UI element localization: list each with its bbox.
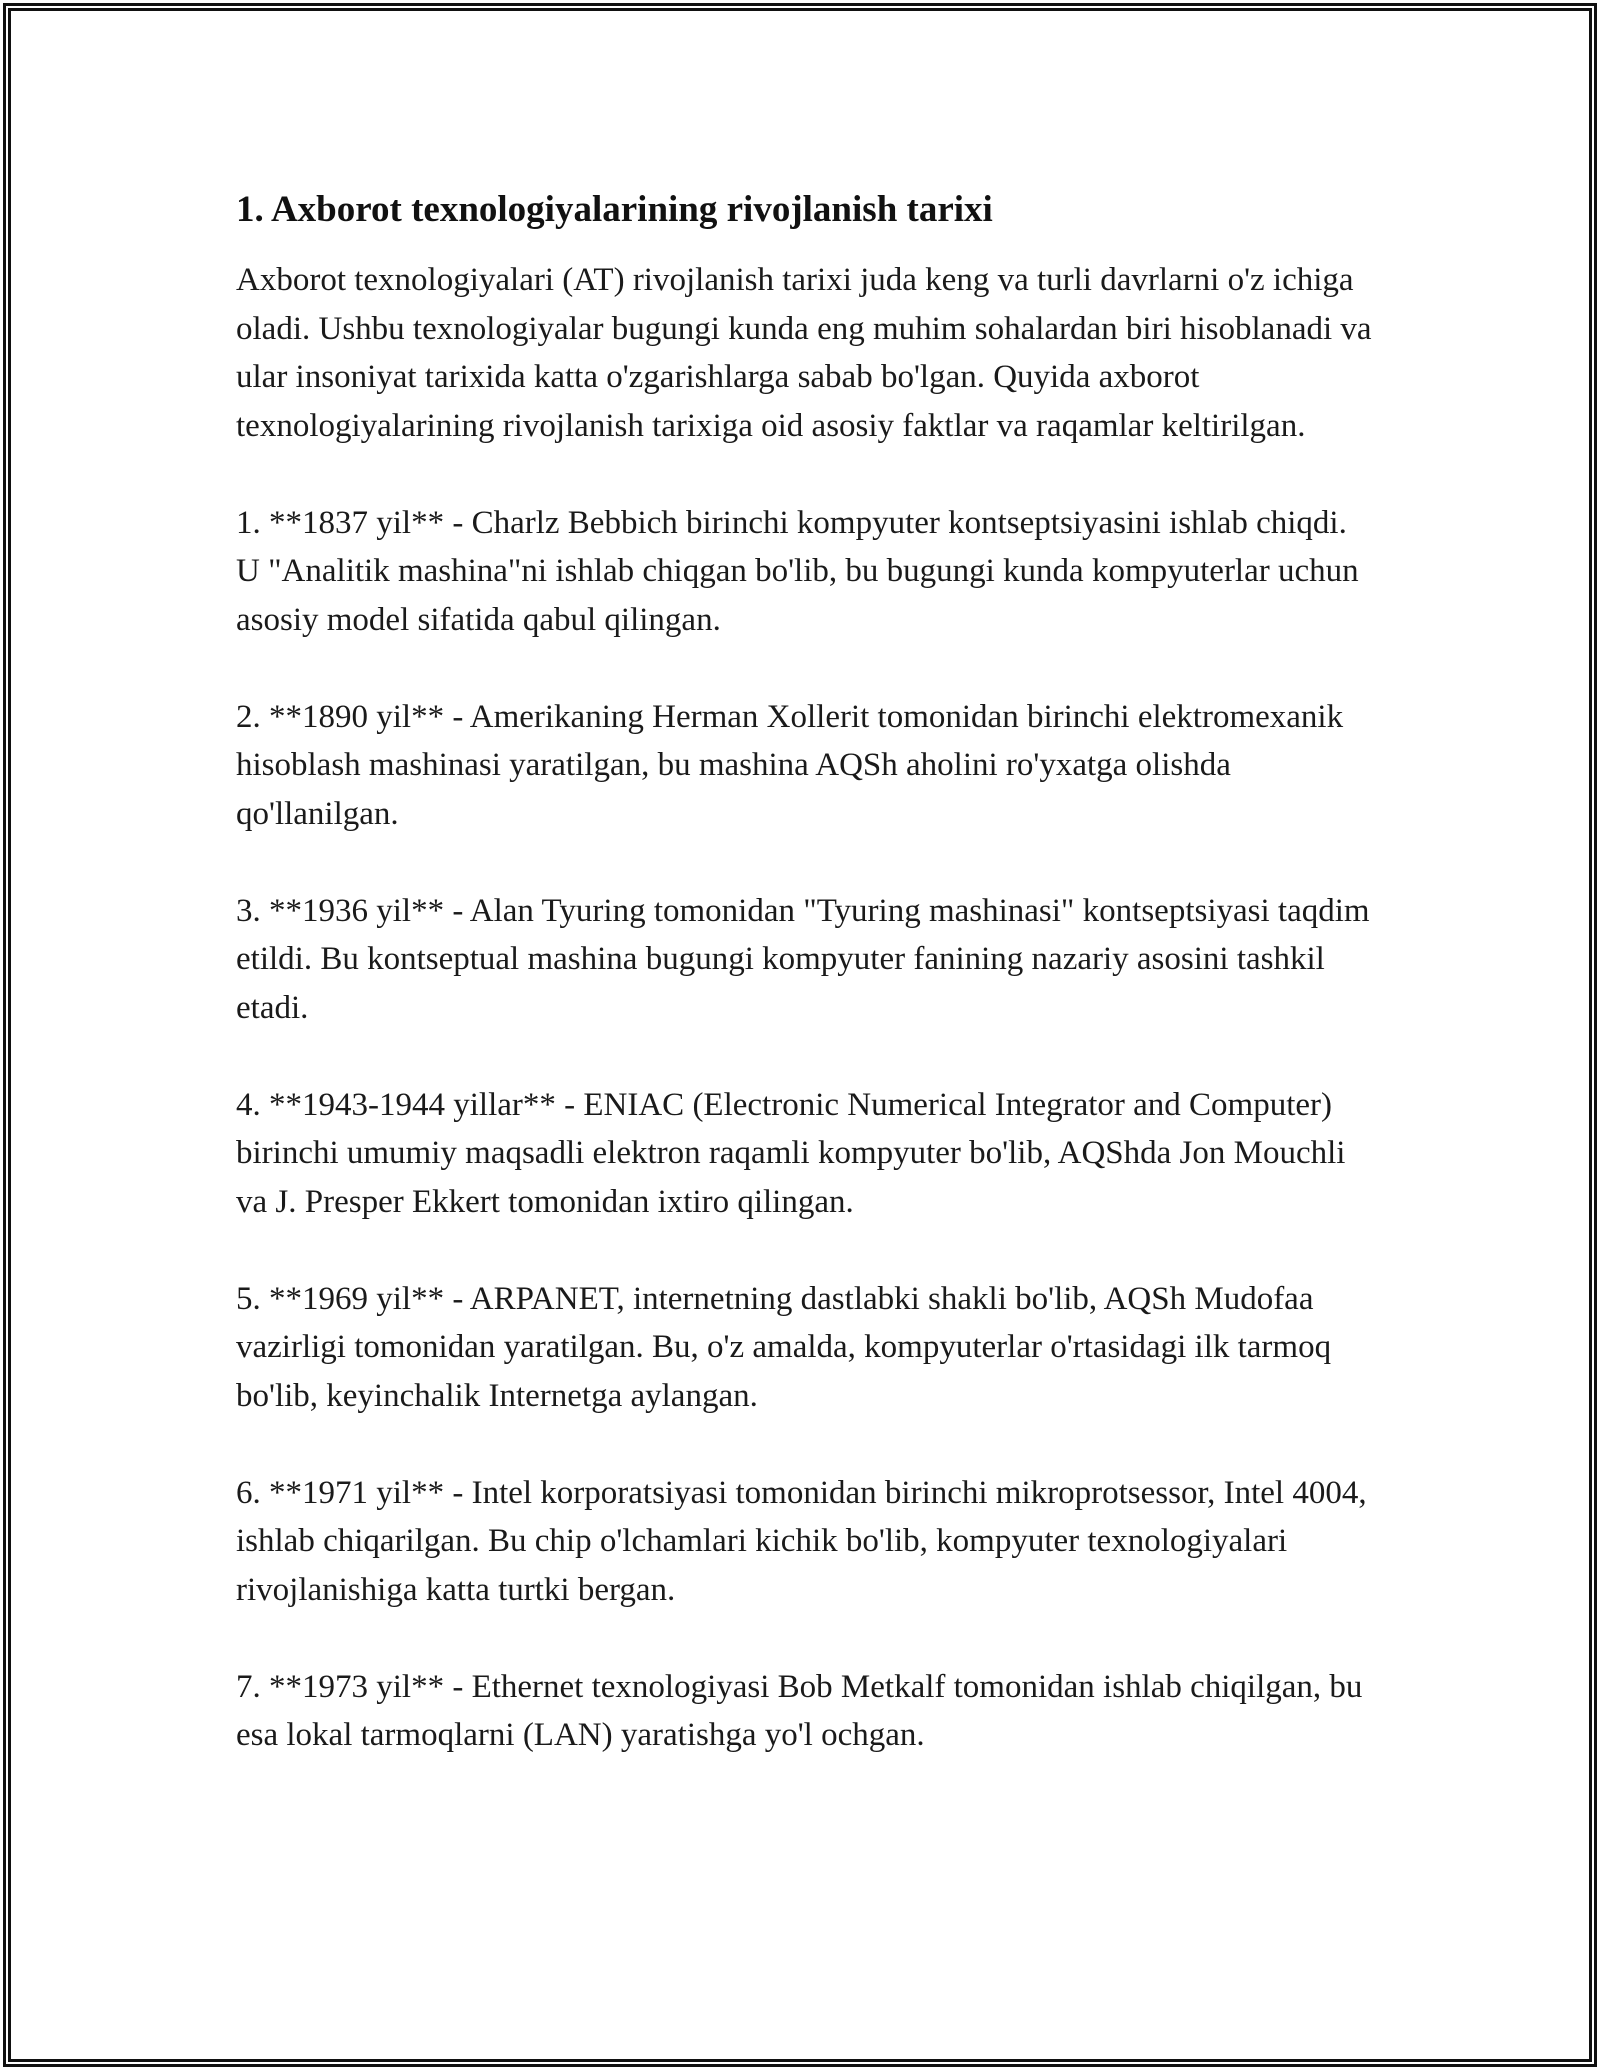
list-item-1971: 6. **1971 yil** - Intel korporatsiyasi tomonidan birinchi mikroprotsessor, Intel 4004, ishlab chiqarilgan. Bu chip o'lchamlari kichik bo'lib, kompyuter texnologiyalari rivojlanishiga katta turtki bergan. bbox=[236, 1474, 1367, 1608]
list-item-1936: 3. **1936 yil** - Alan Tyuring tomonidan "Tyuring mashinasi" kontseptsiyasi taqdim etildi. Bu kontseptual mashina bugungi kompyuter fanining nazariy asosini tashkil etadi. bbox=[236, 892, 1370, 1026]
list-item-1837: 1. **1837 yil** - Charlz Bebbich birinchi kompyuter kontseptsiyasini ishlab chiqdi. U "Analitik mashina"ni ishlab chiqgan bo'lib, bu bugungi kunda kompyuterlar uchun asosiy model sifatida qabul qilingan. bbox=[236, 504, 1359, 638]
list-item-1973: 7. **1973 yil** - Ethernet texnologiyasi Bob Metkalf tomonidan ishlab chiqilgan, bu esa lokal tarmoqlarni (LAN) yaratishga yo'l ochgan. bbox=[236, 1668, 1363, 1753]
document-body bbox=[236, 186, 1376, 1808]
section-heading: 1. Axborot texnologiyalarining rivojlanish tarixi bbox=[236, 189, 993, 230]
list-item-1943-1944: 4. **1943-1944 yillar** - ENIAC (Electronic Numerical Integrator and Computer) birinchi umumiy maqsadli elektron raqamli kompyuter bo'lib, AQShda Jon Mouchli va J. Presper Ekkert tomonidan ixtiro qilingan. bbox=[236, 1086, 1346, 1220]
list-item-1890: 2. **1890 yil** - Amerikaning Herman Xollerit tomonidan birinchi elektromexanik hisoblash mashinasi yaratilgan, bu mashina AQSh aholini ro'yxatga olishda qo'llanilgan. bbox=[236, 698, 1344, 832]
list-item-1969: 5. **1969 yil** - ARPANET, internetning dastlabki shakli bo'lib, AQSh Mudofaa vazirligi tomonidan yaratilgan. Bu, o'z amalda, kompyuterlar o'rtasidagi ilk tarmoq bo'lib, keyinchalik Internetga aylangan. bbox=[236, 1280, 1332, 1414]
intro-paragraph: Axborot texnologiyalari (AT) rivojlanish tarixi juda keng va turli davrlarni o'z ichiga oladi. Ushbu texnologiyalar bugungi kunda eng muhim sohalardan biri hisoblanadi va ular insoniyat tarixida katta o'zgarishlarga sabab bo'lgan. Quyida axborot texnologiyalarining rivojlanish tarixiga oid asosiy faktlar va raqamlar keltirilgan. bbox=[236, 262, 1372, 444]
